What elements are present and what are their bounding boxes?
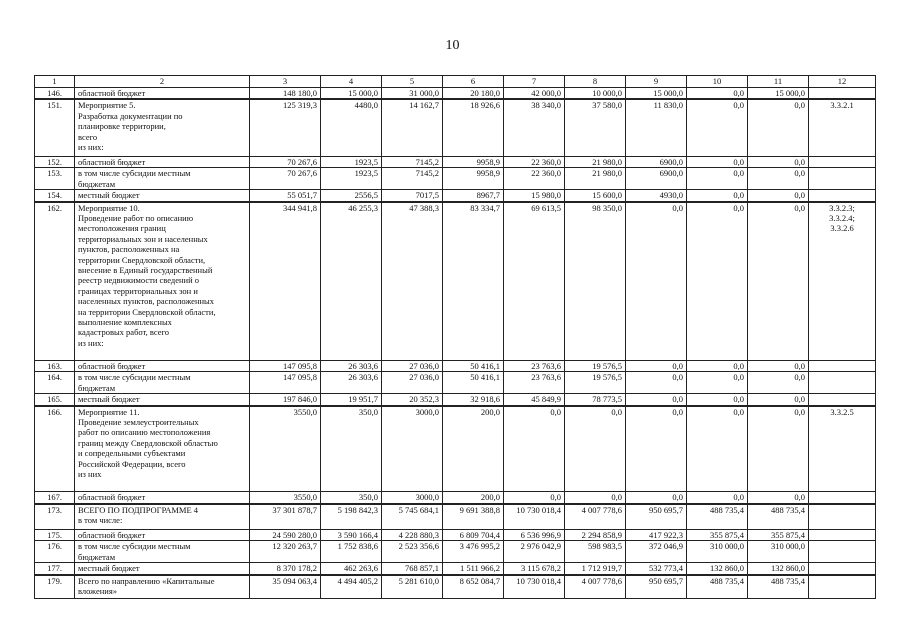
value-cell: 10 730 018,4 bbox=[504, 575, 565, 599]
value-cell: 6900,0 bbox=[626, 156, 687, 167]
table-row bbox=[35, 202, 876, 361]
value-cell: 4 007 778,6 bbox=[565, 575, 626, 599]
column-header: 11 bbox=[748, 76, 809, 88]
value-cell: 6900,0 bbox=[626, 168, 687, 190]
row-number: 153. bbox=[35, 168, 75, 190]
value-cell: 355 875,4 bbox=[748, 530, 809, 541]
value-cell: 0,0 bbox=[748, 202, 809, 361]
row-description: областной бюджет bbox=[75, 361, 250, 372]
value-cell: 0,0 bbox=[626, 361, 687, 372]
value-cell: 10 000,0 bbox=[565, 88, 626, 100]
value-cell: 0,0 bbox=[687, 394, 748, 406]
table-row bbox=[35, 394, 876, 406]
value-cell: 3 476 995,2 bbox=[443, 541, 504, 563]
value-cell: 0,0 bbox=[687, 99, 748, 156]
row-description: областной бюджет bbox=[75, 156, 250, 167]
value-cell: 8967,7 bbox=[443, 190, 504, 202]
value-cell: 132 860,0 bbox=[687, 563, 748, 575]
row-description: областной бюджет bbox=[75, 88, 250, 100]
row-number: 162. bbox=[35, 202, 75, 361]
value-cell: 0,0 bbox=[748, 372, 809, 394]
value-cell: 148 180,0 bbox=[250, 88, 321, 100]
row-description: Мероприятие 5. Разработка документации по планировке территории, всего из них: bbox=[75, 99, 250, 156]
value-cell: 35 094 063,4 bbox=[250, 575, 321, 599]
table-row bbox=[35, 541, 876, 563]
value-cell: 372 046,9 bbox=[626, 541, 687, 563]
column-header: 12 bbox=[809, 76, 876, 88]
table-row bbox=[35, 530, 876, 541]
value-cell: 2 976 042,9 bbox=[504, 541, 565, 563]
value-cell: 10 730 018,4 bbox=[504, 504, 565, 530]
table-row bbox=[35, 372, 876, 394]
value-cell: 132 860,0 bbox=[748, 563, 809, 575]
value-cell: 4480,0 bbox=[321, 99, 382, 156]
value-cell: 355 875,4 bbox=[687, 530, 748, 541]
value-cell: 0,0 bbox=[504, 406, 565, 492]
target-code bbox=[809, 394, 876, 406]
value-cell: 350,0 bbox=[321, 492, 382, 504]
target-code bbox=[809, 575, 876, 599]
value-cell: 0,0 bbox=[626, 406, 687, 492]
value-cell: 38 340,0 bbox=[504, 99, 565, 156]
value-cell: 50 416,1 bbox=[443, 372, 504, 394]
value-cell: 5 198 842,3 bbox=[321, 504, 382, 530]
value-cell: 417 922,3 bbox=[626, 530, 687, 541]
value-cell: 15 000,0 bbox=[321, 88, 382, 100]
row-number: 164. bbox=[35, 372, 75, 394]
target-code bbox=[809, 88, 876, 100]
value-cell: 0,0 bbox=[687, 361, 748, 372]
table-row bbox=[35, 190, 876, 202]
value-cell: 8 652 084,7 bbox=[443, 575, 504, 599]
value-cell: 488 735,4 bbox=[687, 575, 748, 599]
value-cell: 26 303,6 bbox=[321, 372, 382, 394]
column-header: 6 bbox=[443, 76, 504, 88]
value-cell: 3000,0 bbox=[382, 406, 443, 492]
value-cell: 462 263,6 bbox=[321, 563, 382, 575]
row-number: 177. bbox=[35, 563, 75, 575]
value-cell: 0,0 bbox=[565, 406, 626, 492]
row-description: Мероприятие 11. Проведение землеустроительных работ по описанию местоположения границ между Свердловской областью и сопредельными субъектами Российской Федерации, всего из них bbox=[75, 406, 250, 492]
value-cell: 7145,2 bbox=[382, 156, 443, 167]
row-description: местный бюджет bbox=[75, 563, 250, 575]
row-description: в том числе субсидии местным бюджетам bbox=[75, 372, 250, 394]
value-cell: 147 095,8 bbox=[250, 372, 321, 394]
target-code bbox=[809, 530, 876, 541]
row-description: в том числе субсидии местным бюджетам bbox=[75, 541, 250, 563]
value-cell: 55 051,7 bbox=[250, 190, 321, 202]
value-cell: 26 303,6 bbox=[321, 361, 382, 372]
page-number: 10 bbox=[445, 38, 460, 53]
row-number: 165. bbox=[35, 394, 75, 406]
target-code: 3.3.2.5 bbox=[809, 406, 876, 492]
value-cell: 1 752 838,6 bbox=[321, 541, 382, 563]
value-cell: 0,0 bbox=[748, 394, 809, 406]
table-row bbox=[35, 99, 876, 156]
value-cell: 4 228 880,3 bbox=[382, 530, 443, 541]
row-number: 173. bbox=[35, 504, 75, 530]
value-cell: 12 320 263,7 bbox=[250, 541, 321, 563]
target-code bbox=[809, 168, 876, 190]
value-cell: 27 036,0 bbox=[382, 372, 443, 394]
value-cell: 47 388,3 bbox=[382, 202, 443, 361]
value-cell: 0,0 bbox=[748, 168, 809, 190]
target-code bbox=[809, 563, 876, 575]
row-description: местный бюджет bbox=[75, 394, 250, 406]
row-number: 176. bbox=[35, 541, 75, 563]
value-cell: 18 926,6 bbox=[443, 99, 504, 156]
budget-table bbox=[34, 75, 876, 599]
value-cell: 950 695,7 bbox=[626, 575, 687, 599]
value-cell: 7017,5 bbox=[382, 190, 443, 202]
row-number: 166. bbox=[35, 406, 75, 492]
table-row bbox=[35, 156, 876, 167]
value-cell: 15 000,0 bbox=[748, 88, 809, 100]
value-cell: 0,0 bbox=[626, 202, 687, 361]
value-cell: 0,0 bbox=[687, 202, 748, 361]
value-cell: 0,0 bbox=[687, 492, 748, 504]
table-row bbox=[35, 406, 876, 492]
value-cell: 21 980,0 bbox=[565, 156, 626, 167]
row-number: 167. bbox=[35, 492, 75, 504]
value-cell: 22 360,0 bbox=[504, 156, 565, 167]
table-row bbox=[35, 575, 876, 599]
value-cell: 3 590 166,4 bbox=[321, 530, 382, 541]
value-cell: 46 255,3 bbox=[321, 202, 382, 361]
value-cell: 1 511 966,2 bbox=[443, 563, 504, 575]
value-cell: 0,0 bbox=[687, 406, 748, 492]
value-cell: 27 036,0 bbox=[382, 361, 443, 372]
column-header: 3 bbox=[250, 76, 321, 88]
value-cell: 20 180,0 bbox=[443, 88, 504, 100]
value-cell: 21 980,0 bbox=[565, 168, 626, 190]
value-cell: 24 590 280,0 bbox=[250, 530, 321, 541]
value-cell: 50 416,1 bbox=[443, 361, 504, 372]
value-cell: 19 576,5 bbox=[565, 372, 626, 394]
value-cell: 0,0 bbox=[626, 394, 687, 406]
value-cell: 0,0 bbox=[687, 156, 748, 167]
value-cell: 0,0 bbox=[565, 492, 626, 504]
column-header: 8 bbox=[565, 76, 626, 88]
value-cell: 0,0 bbox=[687, 168, 748, 190]
target-code bbox=[809, 541, 876, 563]
row-description: областной бюджет bbox=[75, 492, 250, 504]
value-cell: 3550,0 bbox=[250, 406, 321, 492]
target-code: 3.3.2.1 bbox=[809, 99, 876, 156]
value-cell: 344 941,8 bbox=[250, 202, 321, 361]
value-cell: 950 695,7 bbox=[626, 504, 687, 530]
row-number: 152. bbox=[35, 156, 75, 167]
value-cell: 197 846,0 bbox=[250, 394, 321, 406]
value-cell: 45 849,9 bbox=[504, 394, 565, 406]
column-header: 7 bbox=[504, 76, 565, 88]
value-cell: 9 691 388,8 bbox=[443, 504, 504, 530]
value-cell: 488 735,4 bbox=[748, 504, 809, 530]
header-row bbox=[35, 76, 876, 88]
table-row bbox=[35, 88, 876, 100]
value-cell: 7145,2 bbox=[382, 168, 443, 190]
target-code bbox=[809, 361, 876, 372]
table-row bbox=[35, 492, 876, 504]
target-code bbox=[809, 504, 876, 530]
value-cell: 1923,5 bbox=[321, 168, 382, 190]
value-cell: 23 763,6 bbox=[504, 372, 565, 394]
value-cell: 37 580,0 bbox=[565, 99, 626, 156]
value-cell: 8 370 178,2 bbox=[250, 563, 321, 575]
value-cell: 488 735,4 bbox=[687, 504, 748, 530]
value-cell: 532 773,4 bbox=[626, 563, 687, 575]
target-code bbox=[809, 190, 876, 202]
value-cell: 3550,0 bbox=[250, 492, 321, 504]
value-cell: 0,0 bbox=[748, 406, 809, 492]
value-cell: 15 980,0 bbox=[504, 190, 565, 202]
row-number: 163. bbox=[35, 361, 75, 372]
value-cell: 0,0 bbox=[748, 190, 809, 202]
column-header: 1 bbox=[35, 76, 75, 88]
value-cell: 9958,9 bbox=[443, 156, 504, 167]
table-row bbox=[35, 563, 876, 575]
target-code bbox=[809, 372, 876, 394]
value-cell: 15 000,0 bbox=[626, 88, 687, 100]
table-row bbox=[35, 361, 876, 372]
value-cell: 488 735,4 bbox=[748, 575, 809, 599]
value-cell: 0,0 bbox=[626, 372, 687, 394]
value-cell: 1923,5 bbox=[321, 156, 382, 167]
row-number: 179. bbox=[35, 575, 75, 599]
value-cell: 4 007 778,6 bbox=[565, 504, 626, 530]
row-number: 175. bbox=[35, 530, 75, 541]
row-description: местный бюджет bbox=[75, 190, 250, 202]
target-code bbox=[809, 156, 876, 167]
value-cell: 0,0 bbox=[687, 190, 748, 202]
value-cell: 5 281 610,0 bbox=[382, 575, 443, 599]
table-row bbox=[35, 168, 876, 190]
value-cell: 6 809 704,4 bbox=[443, 530, 504, 541]
value-cell: 4 494 405,2 bbox=[321, 575, 382, 599]
value-cell: 200,0 bbox=[443, 492, 504, 504]
value-cell: 0,0 bbox=[626, 492, 687, 504]
value-cell: 2 294 858,9 bbox=[565, 530, 626, 541]
column-header: 10 bbox=[687, 76, 748, 88]
target-code: 3.3.2.3; 3.3.2.4; 3.3.2.6 bbox=[809, 202, 876, 361]
value-cell: 19 951,7 bbox=[321, 394, 382, 406]
value-cell: 2 523 356,6 bbox=[382, 541, 443, 563]
row-description: ВСЕГО ПО ПОДПРОГРАММЕ 4 в том числе: bbox=[75, 504, 250, 530]
value-cell: 125 319,3 bbox=[250, 99, 321, 156]
row-description: в том числе субсидии местным бюджетам bbox=[75, 168, 250, 190]
value-cell: 14 162,7 bbox=[382, 99, 443, 156]
column-header: 5 bbox=[382, 76, 443, 88]
value-cell: 4930,0 bbox=[626, 190, 687, 202]
value-cell: 310 000,0 bbox=[748, 541, 809, 563]
value-cell: 598 983,5 bbox=[565, 541, 626, 563]
value-cell: 5 745 684,1 bbox=[382, 504, 443, 530]
value-cell: 3000,0 bbox=[382, 492, 443, 504]
column-header: 2 bbox=[75, 76, 250, 88]
row-description: Всего по направлению «Капитальные вложения» bbox=[75, 575, 250, 599]
value-cell: 11 830,0 bbox=[626, 99, 687, 156]
value-cell: 9958,9 bbox=[443, 168, 504, 190]
value-cell: 3 115 678,2 bbox=[504, 563, 565, 575]
row-description: Мероприятие 10. Проведение работ по описанию местоположения границ территориальных зон и населенных пунктов, расположенных на территории Свердловской области, внесение в Единый государственный реестр недвижимости сведений о границах территориальных зон и населенных пунктов, расположенных на территории Свердловской области, выполнение комплексных кадастровых работ, всего из них: bbox=[75, 202, 250, 361]
value-cell: 32 918,6 bbox=[443, 394, 504, 406]
column-header: 9 bbox=[626, 76, 687, 88]
value-cell: 37 301 878,7 bbox=[250, 504, 321, 530]
value-cell: 200,0 bbox=[443, 406, 504, 492]
value-cell: 70 267,6 bbox=[250, 156, 321, 167]
value-cell: 22 360,0 bbox=[504, 168, 565, 190]
value-cell: 6 536 996,9 bbox=[504, 530, 565, 541]
row-description: областной бюджет bbox=[75, 530, 250, 541]
row-number: 146. bbox=[35, 88, 75, 100]
value-cell: 350,0 bbox=[321, 406, 382, 492]
column-header: 4 bbox=[321, 76, 382, 88]
target-code bbox=[809, 492, 876, 504]
value-cell: 15 600,0 bbox=[565, 190, 626, 202]
value-cell: 69 613,5 bbox=[504, 202, 565, 361]
table-row bbox=[35, 504, 876, 530]
value-cell: 0,0 bbox=[687, 88, 748, 100]
value-cell: 0,0 bbox=[504, 492, 565, 504]
value-cell: 31 000,0 bbox=[382, 88, 443, 100]
value-cell: 0,0 bbox=[748, 492, 809, 504]
value-cell: 19 576,5 bbox=[565, 361, 626, 372]
value-cell: 20 352,3 bbox=[382, 394, 443, 406]
value-cell: 42 000,0 bbox=[504, 88, 565, 100]
value-cell: 310 000,0 bbox=[687, 541, 748, 563]
value-cell: 0,0 bbox=[687, 372, 748, 394]
value-cell: 0,0 bbox=[748, 361, 809, 372]
value-cell: 23 763,6 bbox=[504, 361, 565, 372]
value-cell: 98 350,0 bbox=[565, 202, 626, 361]
value-cell: 2556,5 bbox=[321, 190, 382, 202]
value-cell: 147 095,8 bbox=[250, 361, 321, 372]
value-cell: 0,0 bbox=[748, 156, 809, 167]
value-cell: 768 857,1 bbox=[382, 563, 443, 575]
value-cell: 70 267,6 bbox=[250, 168, 321, 190]
value-cell: 83 334,7 bbox=[443, 202, 504, 361]
value-cell: 78 773,5 bbox=[565, 394, 626, 406]
row-number: 151. bbox=[35, 99, 75, 156]
value-cell: 0,0 bbox=[748, 99, 809, 156]
value-cell: 1 712 919,7 bbox=[565, 563, 626, 575]
row-number: 154. bbox=[35, 190, 75, 202]
